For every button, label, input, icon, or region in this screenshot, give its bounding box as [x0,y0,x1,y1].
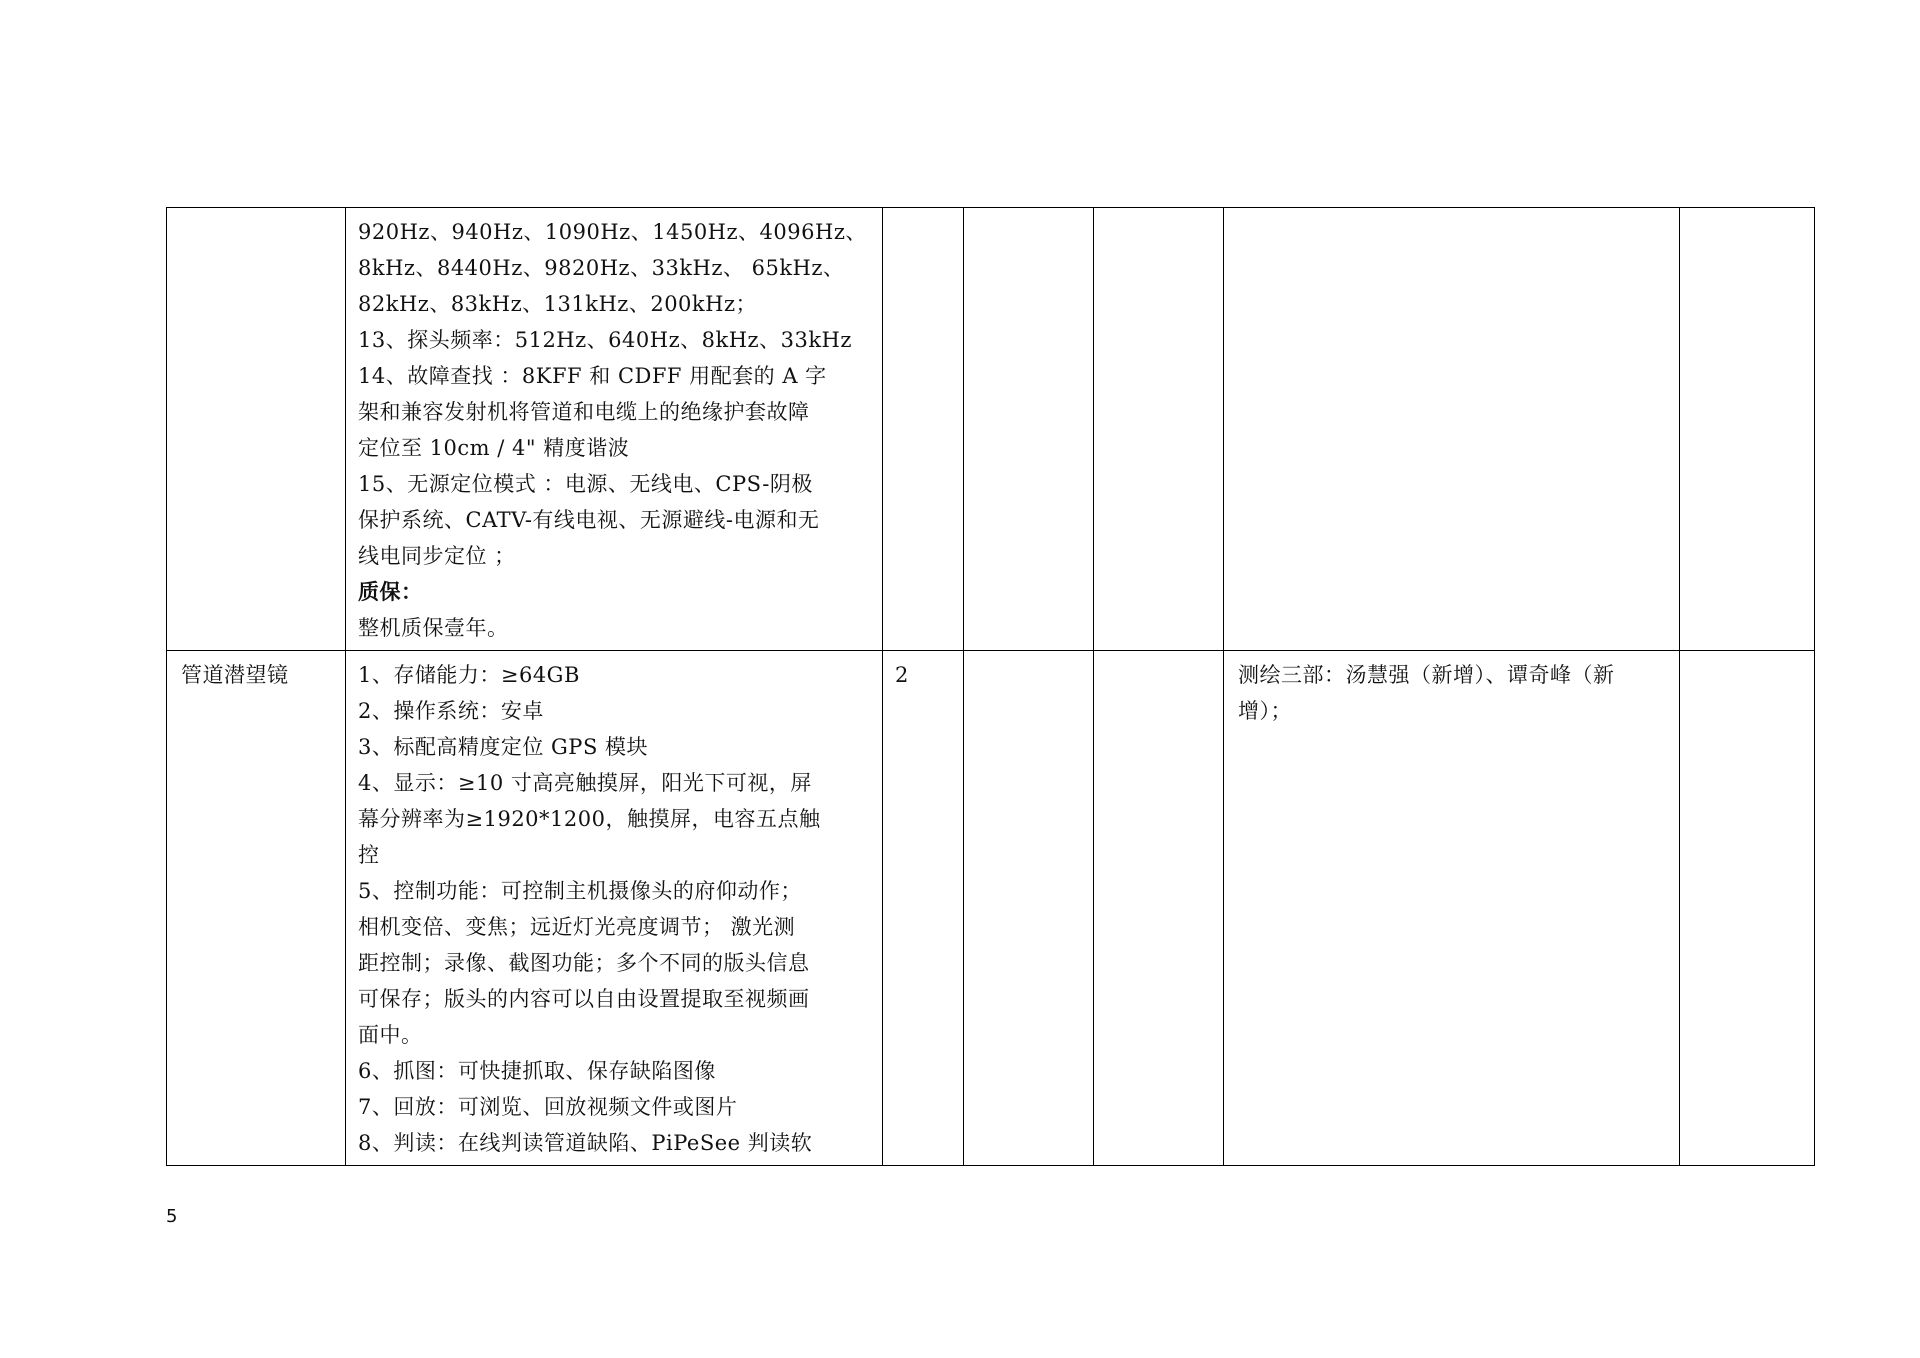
note-cell [1224,651,1680,1166]
text-line: 7、回放：可浏览、回放视频文件或图片 [358,1095,738,1119]
equipment-spec-table [166,207,1815,1166]
text-line: 线电同步定位 ； [358,544,516,568]
text-line: 8kHz、8440Hz、9820Hz、33kHz、 65kHz、 [358,256,845,280]
text-line: 保护系统、CATV-有线电视、无源避线-电源和无 [358,508,820,532]
item-name-cell [167,208,346,651]
text-line: 6、抓图：可快捷抓取、保存缺陷图像 [358,1059,716,1083]
text-line: 整机质保壹年。 [358,616,509,640]
text-line: 5、控制功能：可控制主机摄像头的府仰动作； [358,879,802,903]
text-line: 82kHz、83kHz、131kHz、200kHz； [358,292,758,316]
text-line: 4、显示：≥10 寸高亮触摸屏，阳光下可视，屏 [358,771,812,795]
blank-cell [964,208,1094,651]
blank-cell [964,651,1094,1166]
text-line: 1、存储能力：≥64GB [358,663,580,687]
table-row [167,208,1815,651]
text-line: 测绘三部：汤慧强（新增）、谭奇峰（新 [1238,663,1615,687]
text-line: 14、故障查找 ：8KFF 和 CDFF 用配套的 A 字 [358,364,827,388]
page-number: 5 [166,1206,178,1227]
text-line: 控 [358,843,380,867]
text-line: 质保： [358,579,423,604]
text-line: 8、判读：在线判读管道缺陷、PiPeSee 判读软 [358,1131,813,1155]
spec-cell [346,208,883,651]
item-name-cell: 管道潜望镜 [167,651,346,1166]
blank-cell [1680,651,1815,1166]
text-line: 相机变倍、变焦；远近灯光亮度调节； 激光测 [358,915,796,939]
blank-cell [1680,208,1815,651]
text-line: 架和兼容发射机将管道和电缆上的绝缘护套故障 [358,400,810,424]
spec-cell [346,651,883,1166]
quantity-cell: 2 [883,651,964,1166]
quantity-cell [883,208,964,651]
text-line: 可保存；版头的内容可以自由设置提取至视频画 [358,987,810,1011]
text-line: 幕分辨率为≥1920*1200，触摸屏，电容五点触 [358,807,821,831]
text-line: 13、探头频率：512Hz、640Hz、8kHz、33kHz [358,328,852,352]
text-line: 3、标配高精度定位 GPS 模块 [358,735,649,759]
note-cell [1224,208,1680,651]
text-line: 增）； [1238,699,1292,723]
blank-cell [1094,208,1224,651]
text-line: 2、操作系统：安卓 [358,699,544,723]
text-line: 距控制；录像、截图功能；多个不同的版头信息 [358,951,810,975]
text-line: 920Hz、940Hz、1090Hz、1450Hz、4096Hz、 [358,220,867,244]
text-line: 面中。 [358,1023,423,1047]
text-line: 定位至 10cm / 4" 精度谐波 [358,436,630,460]
text-line: 15、无源定位模式 ：电源、无线电、CPS-阴极 [358,472,813,496]
blank-cell [1094,651,1224,1166]
table-row [167,651,1815,1166]
